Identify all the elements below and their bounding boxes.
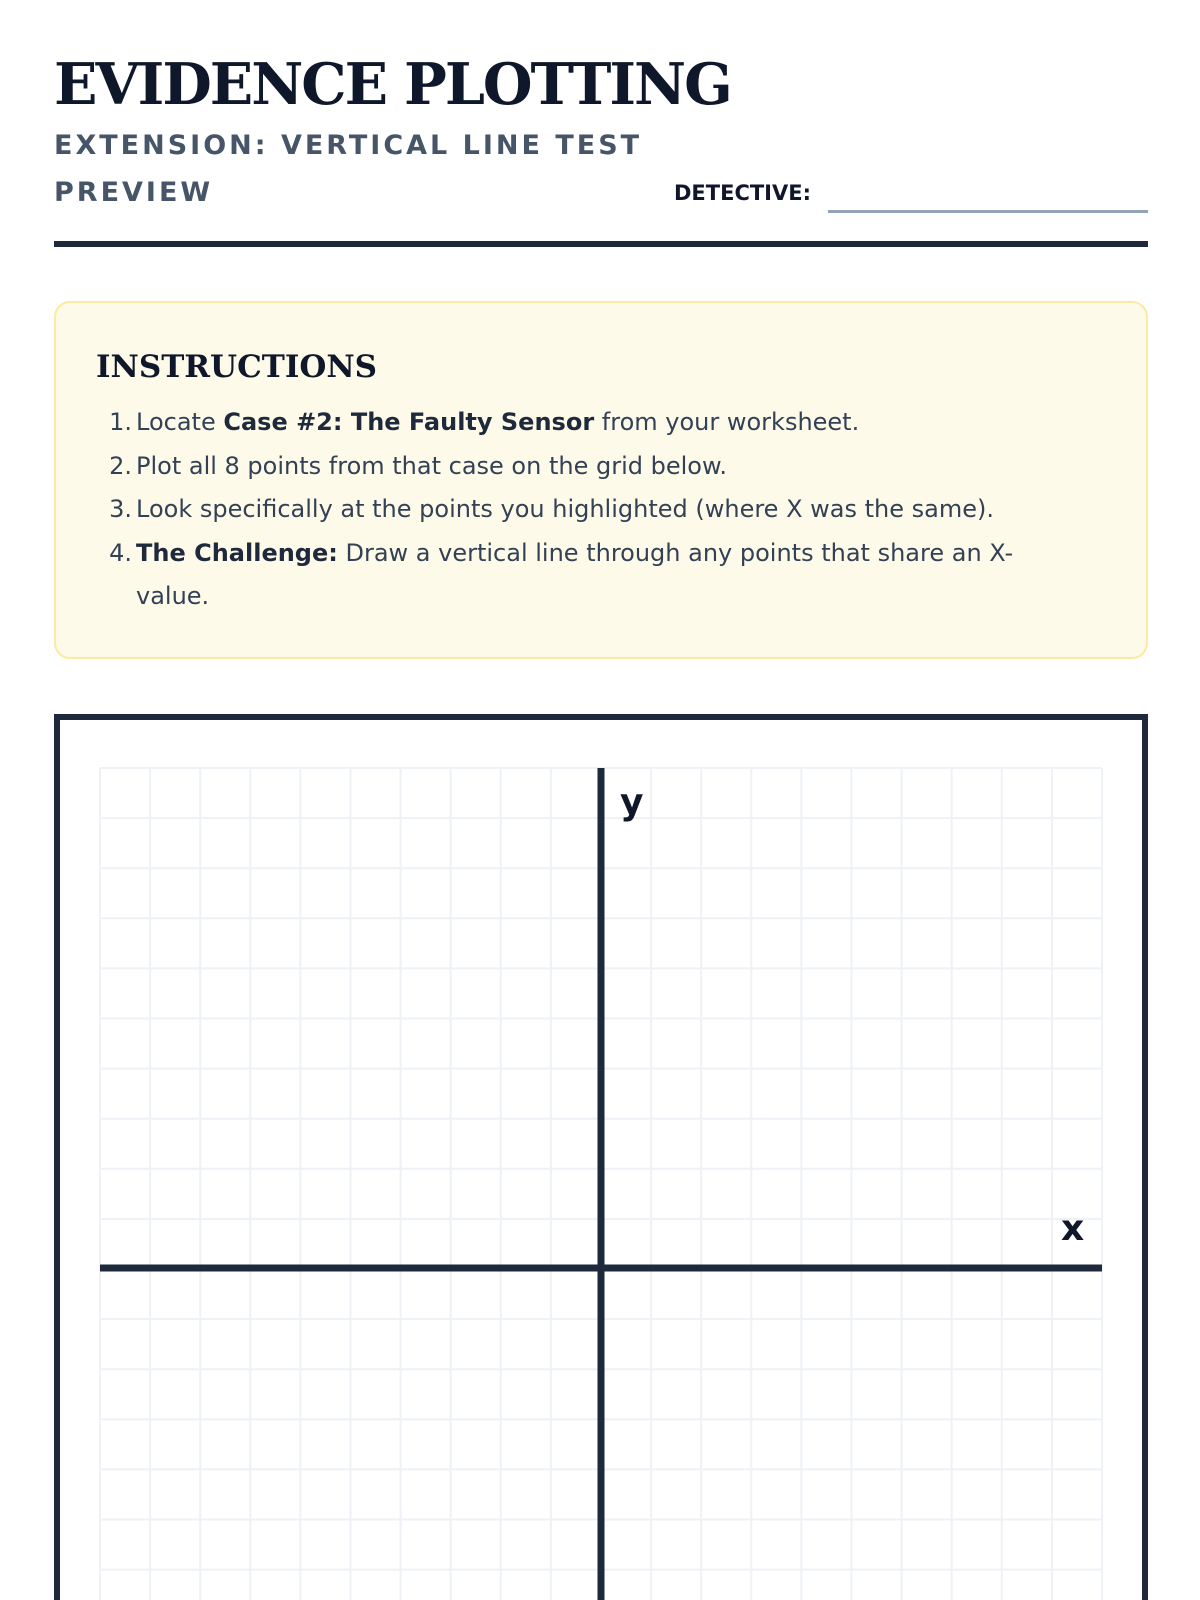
coordinate-grid-frame xyxy=(54,714,1148,1600)
step-emphasis: Case #2: The Faulty Sensor xyxy=(223,408,595,436)
step-emphasis: The Challenge: xyxy=(136,538,338,567)
step-text: Locate xyxy=(136,408,224,436)
step-text: Plot all 8 points from that case on the grid below. xyxy=(136,451,727,480)
x-axis-label: x xyxy=(1061,1208,1085,1249)
instructions-title: INSTRUCTIONS xyxy=(96,349,378,385)
instruction-step xyxy=(96,445,1096,489)
instructions-box xyxy=(54,301,1148,659)
instruction-step xyxy=(96,532,1096,619)
instructions-list xyxy=(96,401,1096,619)
coordinate-grid[interactable] xyxy=(60,720,1142,1600)
step-text: Draw a vertical line through any points that share an X-value. xyxy=(136,538,1014,610)
page-title: EVIDENCE PLOTTING xyxy=(54,51,731,118)
step-number: 4. xyxy=(109,538,132,567)
step-text: Look specifically at the points you highlighted (where X was the same). xyxy=(136,495,994,523)
step-number: 3. xyxy=(109,495,132,523)
step-text: from your worksheet. xyxy=(594,408,860,436)
page-subtitle: EXTENSION: VERTICAL LINE TEST PREVIEW xyxy=(54,130,643,208)
step-number: 1. xyxy=(109,408,132,436)
instruction-step xyxy=(96,401,1096,445)
y-axis-label: y xyxy=(620,782,644,823)
detective-label: DETECTIVE: xyxy=(674,181,811,205)
detective-name-field[interactable] xyxy=(828,210,1148,213)
instruction-step xyxy=(96,488,1096,532)
step-number: 2. xyxy=(109,451,132,480)
header-divider xyxy=(54,241,1148,247)
